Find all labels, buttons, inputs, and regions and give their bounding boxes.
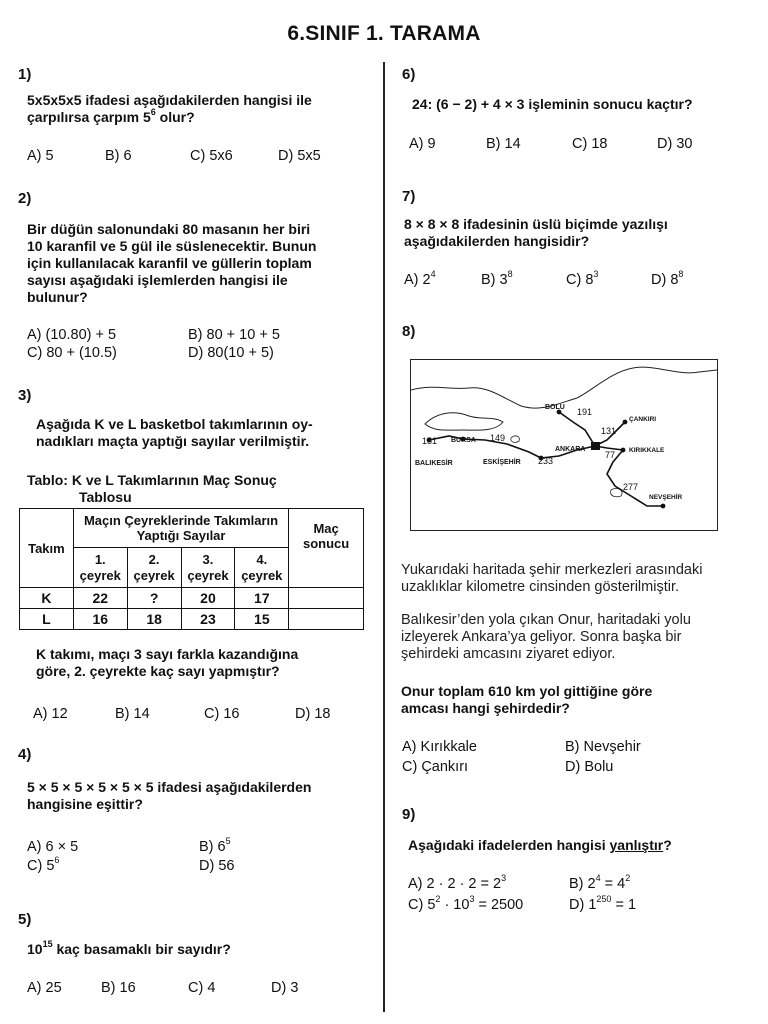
city-square-ankara	[591, 442, 600, 450]
question-5-number: 5)	[18, 911, 32, 928]
q3-option-b[interactable]: B) 14	[115, 706, 150, 722]
q5-option-c[interactable]: C) 4	[188, 980, 216, 996]
q8-option-c[interactable]: C) Çankırı	[402, 759, 469, 775]
q6-option-b[interactable]: B) 14	[486, 136, 521, 152]
quarter-word: çeyrek	[187, 567, 229, 583]
option-text: = 2500	[474, 897, 524, 913]
city-label-eskisehir: ESKİŞEHİR	[483, 459, 521, 466]
column-divider	[383, 62, 385, 1012]
option-exponent: 5	[225, 836, 231, 847]
question-3-text	[36, 416, 313, 450]
q3-option-c[interactable]: C) 16	[204, 706, 240, 722]
table-header-quarter-2	[127, 548, 181, 588]
question-6-number: 6)	[402, 66, 416, 83]
question-5-base: 10	[27, 941, 43, 957]
table-row	[20, 609, 364, 630]
question-2-line: Bir düğün salonundaki 80 masanın her biri	[27, 221, 311, 237]
option-exponent: 3	[593, 269, 599, 280]
question-4-text	[27, 779, 311, 813]
question-5-text	[27, 941, 231, 958]
distance-label-kirikkale-nevsehir: 277	[623, 482, 639, 492]
table-header-quarter-4	[235, 548, 289, 588]
table-header-team: Takım	[20, 509, 74, 588]
quarter-number: 1.	[94, 551, 106, 567]
table-header-quarters	[73, 509, 288, 548]
table-header-quarter-1	[73, 548, 127, 588]
q9-option-b[interactable]	[569, 873, 631, 892]
city-label-bursa: BURSA	[451, 437, 476, 444]
question-5-end: kaç basamaklı bir sayıdır?	[52, 941, 231, 957]
q4-option-c[interactable]	[27, 855, 60, 874]
table-cell: 22	[73, 588, 127, 609]
page-title: 6.SINIF 1. TARAMA	[287, 22, 481, 45]
question-1-line-2-end: olur?	[155, 109, 195, 125]
question-8-question	[401, 683, 652, 717]
q6-option-d[interactable]: D) 30	[657, 136, 693, 152]
city-label-kirikkale: KIRIKKALE	[629, 447, 665, 454]
q3-option-a[interactable]: A) 12	[33, 706, 68, 722]
distance-label-bolu-ankara: 191	[577, 407, 593, 417]
q5-option-b[interactable]: B) 16	[101, 980, 136, 996]
table-cell: 17	[235, 588, 289, 609]
table-header-result-line-2: sonucu	[303, 536, 350, 551]
question-2-line: sayısı aşağıdaki işlemlerden hangisi ile	[27, 272, 288, 288]
quarter-word: çeyrek	[133, 567, 175, 583]
option-exponent: 6	[54, 855, 60, 866]
q5-option-d[interactable]: D) 3	[271, 980, 299, 996]
q8-option-d[interactable]: D) Bolu	[565, 759, 614, 775]
question-8-question-line-2: amcası hangi şehirdedir?	[401, 700, 570, 716]
q2-option-a[interactable]: A) (10.80) + 5	[27, 327, 117, 343]
table-caption-line-1: Tablo: K ve L Takımlarının Maç Sonuç	[27, 472, 277, 488]
question-9-text-pre: Aşağıdaki ifadelerden hangisi	[408, 837, 610, 853]
question-1-text	[27, 92, 312, 126]
q7-option-d[interactable]	[651, 269, 684, 288]
question-3-number: 3)	[18, 387, 32, 404]
q1-option-a[interactable]: A) 5	[27, 148, 54, 164]
distance-label-ankara-kirikkale: 77	[605, 450, 616, 460]
question-1-line-1: 5x5x5x5 ifadesi aşağıdakilerden hangisi ile	[27, 92, 312, 108]
q6-option-a[interactable]: A) 9	[409, 136, 436, 152]
table-cell: 20	[181, 588, 235, 609]
q2-option-c[interactable]: C) 80 + (10.5)	[27, 345, 117, 361]
question-7-line-2: aşağıdakilerden hangisidir?	[404, 233, 590, 249]
question-3-question	[36, 646, 298, 680]
option-text: C) 5	[27, 858, 55, 874]
table-cell-team: L	[20, 609, 74, 630]
paragraph-line: izleyerek Ankara’ya geliyor. Sonra başka bir	[401, 629, 682, 645]
question-7-number: 7)	[402, 188, 416, 205]
option-text: A) 2 · 2 · 2 = 2	[408, 876, 502, 892]
option-text: B) 2	[569, 876, 596, 892]
city-label-cankiri: ÇANKIRI	[629, 416, 657, 423]
question-9-text-post: ?	[663, 837, 672, 853]
city-label-ankara: ANKARA	[555, 446, 586, 453]
table-cell: ?	[127, 588, 181, 609]
option-exponent: 3	[469, 894, 475, 905]
question-6-text: 24: (6 − 2) + 4 × 3 işleminin sonucu kaçtır?	[412, 96, 693, 112]
question-1-line-2-base: çarpılırsa çarpım 5	[27, 109, 151, 125]
table-header-quarters-line-1: Maçın Çeyreklerinde Takımların	[83, 513, 279, 528]
question-3-question-line-1: K takımı, maçı 3 sayı farkla kazandığına	[36, 646, 299, 662]
option-exponent: 2	[625, 873, 631, 884]
question-1-number: 1)	[18, 66, 32, 83]
question-8-question-line-1: Onur toplam 610 km yol gittiğine göre	[401, 683, 653, 699]
option-text: D) 8	[651, 272, 679, 288]
option-text: = 4	[600, 876, 626, 892]
q2-option-b[interactable]: B) 80 + 10 + 5	[188, 327, 280, 343]
turkey-road-map	[410, 359, 718, 531]
q9-option-a[interactable]	[408, 873, 507, 892]
q1-option-b[interactable]: B) 6	[105, 148, 132, 164]
q3-option-d[interactable]: D) 18	[295, 706, 331, 722]
table-header-quarters-line-2: Yaptığı Sayılar	[136, 528, 226, 543]
q4-option-d[interactable]	[199, 858, 234, 874]
q4-option-b[interactable]	[199, 836, 231, 855]
coastline	[411, 367, 717, 408]
lake	[511, 436, 520, 443]
city-label-nevsehir: NEVŞEHİR	[649, 494, 683, 501]
q9-option-c[interactable]	[408, 894, 524, 913]
question-8-number: 8)	[402, 323, 416, 340]
q8-option-a[interactable]: A) Kırıkkale	[402, 739, 477, 755]
paragraph-line: Balıkesir’den yola çıkan Onur, haritadaki yolu	[401, 612, 691, 628]
quarter-number: 3.	[202, 551, 214, 567]
question-5-exponent: 15	[42, 939, 53, 950]
q6-option-c[interactable]: C) 18	[572, 136, 608, 152]
question-1-exponent: 6	[150, 107, 156, 118]
option-text: B) 6	[199, 839, 226, 855]
option-text: = 1	[611, 897, 637, 913]
option-text: B) 3	[481, 272, 508, 288]
distance-label-balikesir-bursa: 151	[422, 436, 438, 446]
question-3-line: Aşağıda K ve L basketbol takımlarının oy-	[36, 416, 313, 432]
table-header-quarter-3	[181, 548, 235, 588]
paragraph-line: şehirdeki amcasını ziyaret ediyor.	[401, 646, 616, 662]
table-header-result-line-1: Maç	[313, 521, 339, 536]
table-cell-result	[289, 588, 364, 609]
table-cell: 18	[127, 609, 181, 630]
table-cell: 23	[181, 609, 235, 630]
option-text: A) 6 × 5	[27, 839, 79, 855]
city-label-balikesir: BALIKESİR	[415, 460, 453, 467]
table-caption	[27, 472, 277, 506]
question-2-line: için kullanılacak karanfil ve güllerin toplam	[27, 255, 312, 271]
option-text: C) 5	[408, 897, 436, 913]
quarter-number: 2.	[148, 551, 160, 567]
question-2-text	[27, 221, 316, 306]
option-exponent: 8	[678, 269, 684, 280]
q2-option-d[interactable]: D) 80(10 + 5)	[188, 345, 274, 361]
q8-option-b[interactable]: B) Nevşehir	[565, 739, 641, 755]
sea-of-marmara	[425, 413, 503, 430]
option-exponent: 250	[596, 894, 612, 905]
option-text: A) 2	[404, 272, 431, 288]
question-2-line: 10 karanfil ve 5 gül ile süslenecektir. Bunun	[27, 238, 317, 254]
city-dot-nevsehir	[661, 504, 666, 509]
option-exponent: 4	[430, 269, 436, 280]
option-text: D) 56	[199, 858, 235, 874]
quarter-word: çeyrek	[79, 567, 121, 583]
option-exponent: 4	[595, 873, 601, 884]
question-2-number: 2)	[18, 190, 32, 207]
q9-option-d[interactable]	[569, 894, 637, 913]
quarter-number: 4.	[256, 551, 268, 567]
score-table	[19, 508, 364, 630]
question-9-number: 9)	[402, 806, 416, 823]
quarter-word: çeyrek	[241, 567, 283, 583]
q1-option-c[interactable]: C) 5x6	[190, 148, 233, 164]
table-caption-line-2: Tablosu	[79, 489, 132, 505]
city-dot-cankiri	[623, 420, 628, 425]
question-3-line: nadıkları maçta yaptığı sayılar verilmiştir.	[36, 433, 310, 449]
option-exponent: 2	[435, 894, 441, 905]
question-1-line-2	[27, 109, 312, 126]
q7-option-c[interactable]	[566, 269, 599, 288]
q5-option-a[interactable]: A) 25	[27, 980, 62, 996]
q7-option-a[interactable]	[404, 269, 436, 288]
question-2-line: bulunur?	[27, 289, 88, 305]
question-8-paragraph-2	[401, 612, 691, 663]
paragraph-line: Yukarıdaki haritada şehir merkezleri arasındaki	[401, 562, 703, 578]
option-text: · 10	[440, 897, 470, 913]
question-7-text	[404, 216, 668, 250]
table-cell-result	[289, 609, 364, 630]
option-text: C) 8	[566, 272, 594, 288]
question-8-paragraph-1	[401, 562, 702, 596]
table-header-result	[289, 509, 364, 588]
distance-label-ankara-cankiri: 131	[601, 426, 617, 436]
distance-label-eskisehir-ankara: 233	[538, 456, 554, 466]
city-dot-kirikkale	[621, 448, 626, 453]
table-cell: 16	[73, 609, 127, 630]
question-7-line-1: 8 × 8 × 8 ifadesinin üslü biçimde yazılışı	[404, 216, 668, 232]
question-4-number: 4)	[18, 746, 32, 763]
question-9-underlined-word: yanlıştır	[609, 837, 664, 853]
road-bolu-ankara	[559, 412, 595, 446]
question-9-text	[408, 837, 672, 854]
question-3-question-line-2: göre, 2. çeyrekte kaç sayı yapmıştır?	[36, 663, 280, 679]
city-label-bolu: BOLU	[545, 404, 565, 411]
option-text: D) 1	[569, 897, 597, 913]
question-4-line-2: hangisine eşittir?	[27, 796, 143, 812]
distance-label-bursa-eskisehir: 149	[490, 433, 506, 443]
table-row	[20, 588, 364, 609]
paragraph-line: uzaklıklar kilometre cinsinden gösterilmiştir.	[401, 579, 680, 595]
question-4-line-1: 5 × 5 × 5 × 5 × 5 × 5 ifadesi aşağıdakilerden	[27, 779, 312, 795]
q7-option-b[interactable]	[481, 269, 513, 288]
q4-option-a[interactable]	[27, 839, 78, 855]
table-cell: 15	[235, 609, 289, 630]
option-exponent: 8	[507, 269, 513, 280]
q1-option-d[interactable]: D) 5x5	[278, 148, 321, 164]
option-exponent: 3	[501, 873, 507, 884]
table-cell-team: K	[20, 588, 74, 609]
